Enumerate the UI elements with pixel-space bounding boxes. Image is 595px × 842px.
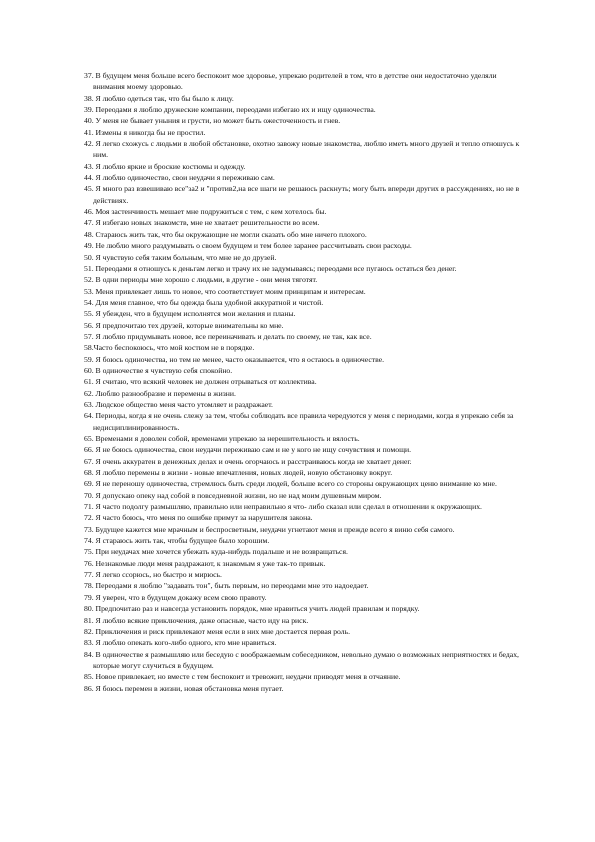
questionnaire-item: 83. Я люблю опекать кого-либо одного, кто мне нравиться. (84, 638, 277, 648)
questionnaire-item: 58.Часто беспокоюсь, что мой костюм не в порядке. (84, 343, 255, 353)
questionnaire-item: 57. Я люблю придумывать новое, все переиначивать и делать по своему, не так, как все. (84, 331, 372, 341)
questionnaire-item: 66. Я не боюсь одиночества, свои неудачи переживаю сам и не у кого не ищу сочувствия и помощи. (84, 445, 412, 455)
questionnaire-item: 70. Я допускаю опеку над собой в повседневной жизни, но не над моим душевным миром. (84, 490, 382, 500)
questionnaire-item: 85. Новое привлекает, но вместе с тем беспокоит и тревожит, неудачи приводят меня в отчаяние. (84, 672, 401, 682)
questionnaire-item: 68. Я люблю перемены в жизни - новые впечатления, новых людей, новую обстановку вокруг. (84, 468, 393, 478)
questionnaire-item: 41. Измены я никогда бы не простил. (84, 127, 206, 137)
questionnaire-item: 64. Периоды, когда я не очень слежу за тем, чтобы соблюдать все правила чередуются у меня с периодами, когда я упрекаю себя за недисциплинированность. (84, 411, 514, 432)
questionnaire-item: 86. Я боюсь перемен в жизни, новая обстановка меня пугает. (84, 683, 284, 693)
questionnaire-item: 45. Я много раз взвешиваю все"за2 и "против2,на все шаги не решаюсь раскнуть; могу быть впереди других в рассуждениях, но не в действиях. (84, 184, 520, 205)
questionnaire-item: 51. Переодами я отношусь к деньгам легко и трачу их не задумываясь; переодами все пугаюсь остаться без денег. (84, 263, 457, 273)
questionnaire-item: 61. Я считаю, что всякий человек не должен отрываться от коллектива. (84, 377, 317, 387)
questionnaire-item: 84. В одиночестве я размышляю или беседую с воображаемым собеседником, невольно думаю о возможных неприятностях и бедах, которые могут случиться в будущем. (84, 649, 519, 670)
questionnaire-item: 42. Я легко схожусь с людьми в любой обстановке, охотно завожу новые знакомства, люблю иметь много друзей и тепло отношусь к ним. (84, 139, 520, 160)
questionnaire-item: 47. Я избегаю новых знакомств, мне не хватает решительности во всем. (84, 218, 320, 228)
questionnaire-item: 37. В будущем меня больше всего беспокоит мое здоровье, упрекаю родителей в том, что в детстве они недостаточно уделяли внимания моему здоровью. (84, 71, 497, 92)
questionnaire-item: 76. Незнакомые люди меня раздражают, к знакомым я уже так-то привык. (84, 558, 326, 568)
questionnaire-item: 75. При неудачах мне хочется убежать куда-нибудь подальше и не возвращаться. (84, 547, 348, 557)
questionnaire-item: 40. У меня не бывает уныния и грусти, но может быть ожесточенность и гнев. (84, 116, 341, 126)
questionnaire-item: 48. Стараюсь жить так, что бы окружающие не могли сказать обо мне ничего плохого. (84, 229, 367, 239)
questionnaire-item: 65. Временами я доволен собой, временами упрекаю за нерешительность и вялость. (84, 434, 360, 443)
questionnaire-item: 39. Переодами я люблю дружеские компании, переодами избегаю их и ищу одиночества. (84, 105, 376, 115)
questionnaire-item: 78. Переодами я люблю "задавать тон", быть первым, но переодами мне это надоедает. (84, 581, 369, 591)
questionnaire-item: 71. Я часто подолгу размышляю, правильно или неправильно я что- либо сказал или сделал в отношении к окружающих. (84, 502, 482, 512)
questionnaire-item: 77. Я легко ссорюсь, но быстро и мирюсь. (84, 570, 222, 580)
questionnaire-item: 54. Для меня главное, что бы одежда была удобной аккуратной и чистой. (84, 297, 324, 307)
questionnaire-item: 73. Будущее кажется мне мрачным и беспросветным, неудачи угнетают меня и прежде всего я виню себя самого. (84, 524, 455, 534)
questionnaire-item: 52. В одни периоды мне хорошо с людьми, в другие - они меня тяготят. (84, 275, 318, 285)
questionnaire-list (84, 70, 529, 694)
questionnaire-item: 62. Люблю разнообразие и перемены в жизни. (84, 388, 236, 398)
questionnaire-item: 49. Не люблю много раздумывать о своем будущем и тем более заранее рассчитывать свои расходы. (84, 241, 412, 251)
questionnaire-item: 38. Я люблю одеться так, что бы было к лицу. (84, 93, 234, 103)
questionnaire-item: 53. Меня привлекает лишь то новое, что соответствует моим принципам и интересам. (84, 286, 366, 296)
questionnaire-item: 60. В одиночестве я чувствую себя спокойно. (84, 365, 233, 375)
questionnaire-item: 67. Я очень аккуратен в денежных делах и очень огорчаюсь и расстраиваюсь когда не хватает денег. (84, 456, 412, 466)
questionnaire-item: 44. Я люблю одиночество, свои неудачи я переживаю сам. (84, 173, 275, 183)
questionnaire-item: 55. Я убежден, что в будущем исполнятся мои желания и планы. (84, 309, 296, 319)
questionnaire-item: 80. Предпочитаю раз и навсегда установить порядок, мне нравиться учить людей правилам и порядку. (84, 604, 420, 614)
questionnaire-item: 72. Я часто боюсь, что меня по ошибке примут за нарушителя закона. (84, 513, 313, 523)
questionnaire-item: 79. Я уверен, что в будущем докажу всем свою правоту. (84, 592, 267, 602)
questionnaire-item: 43. Я люблю яркие и броские костюмы и одежду. (84, 161, 246, 171)
questionnaire-item: 63. Людское общество меня часто утомляет и раздражает. (84, 399, 273, 409)
questionnaire-item: 81. Я люблю всякие приключения, даже опасные, часто иду на риск. (84, 615, 309, 625)
questionnaire-item: 59. Я боюсь одиночества, но тем не менее, часто оказывается, что я остаюсь в одиночестве. (84, 354, 385, 364)
questionnaire-item: 46. Моя застенчивость мешает мне подружиться с тем, с кем хотелось бы. (84, 207, 327, 217)
questionnaire-item: 82. Приключения и риск привлекают меня если в них мне достается первая роль. (84, 626, 351, 636)
questionnaire-item: 74. Я стараюсь жить так, чтобы будущее было хорошим. (84, 536, 270, 546)
questionnaire-item: 56. Я предпочитаю тех друзей, которые внимательны ко мне. (84, 320, 284, 330)
questionnaire-item: 69. Я не переношу одиночества, стремлюсь быть среди людей, больше всего со стороны окружающих ценю внимание ко мне. (84, 479, 497, 489)
questionnaire-item: 50. Я чувствую себя таким больным, что мне не до друзей. (84, 252, 277, 262)
